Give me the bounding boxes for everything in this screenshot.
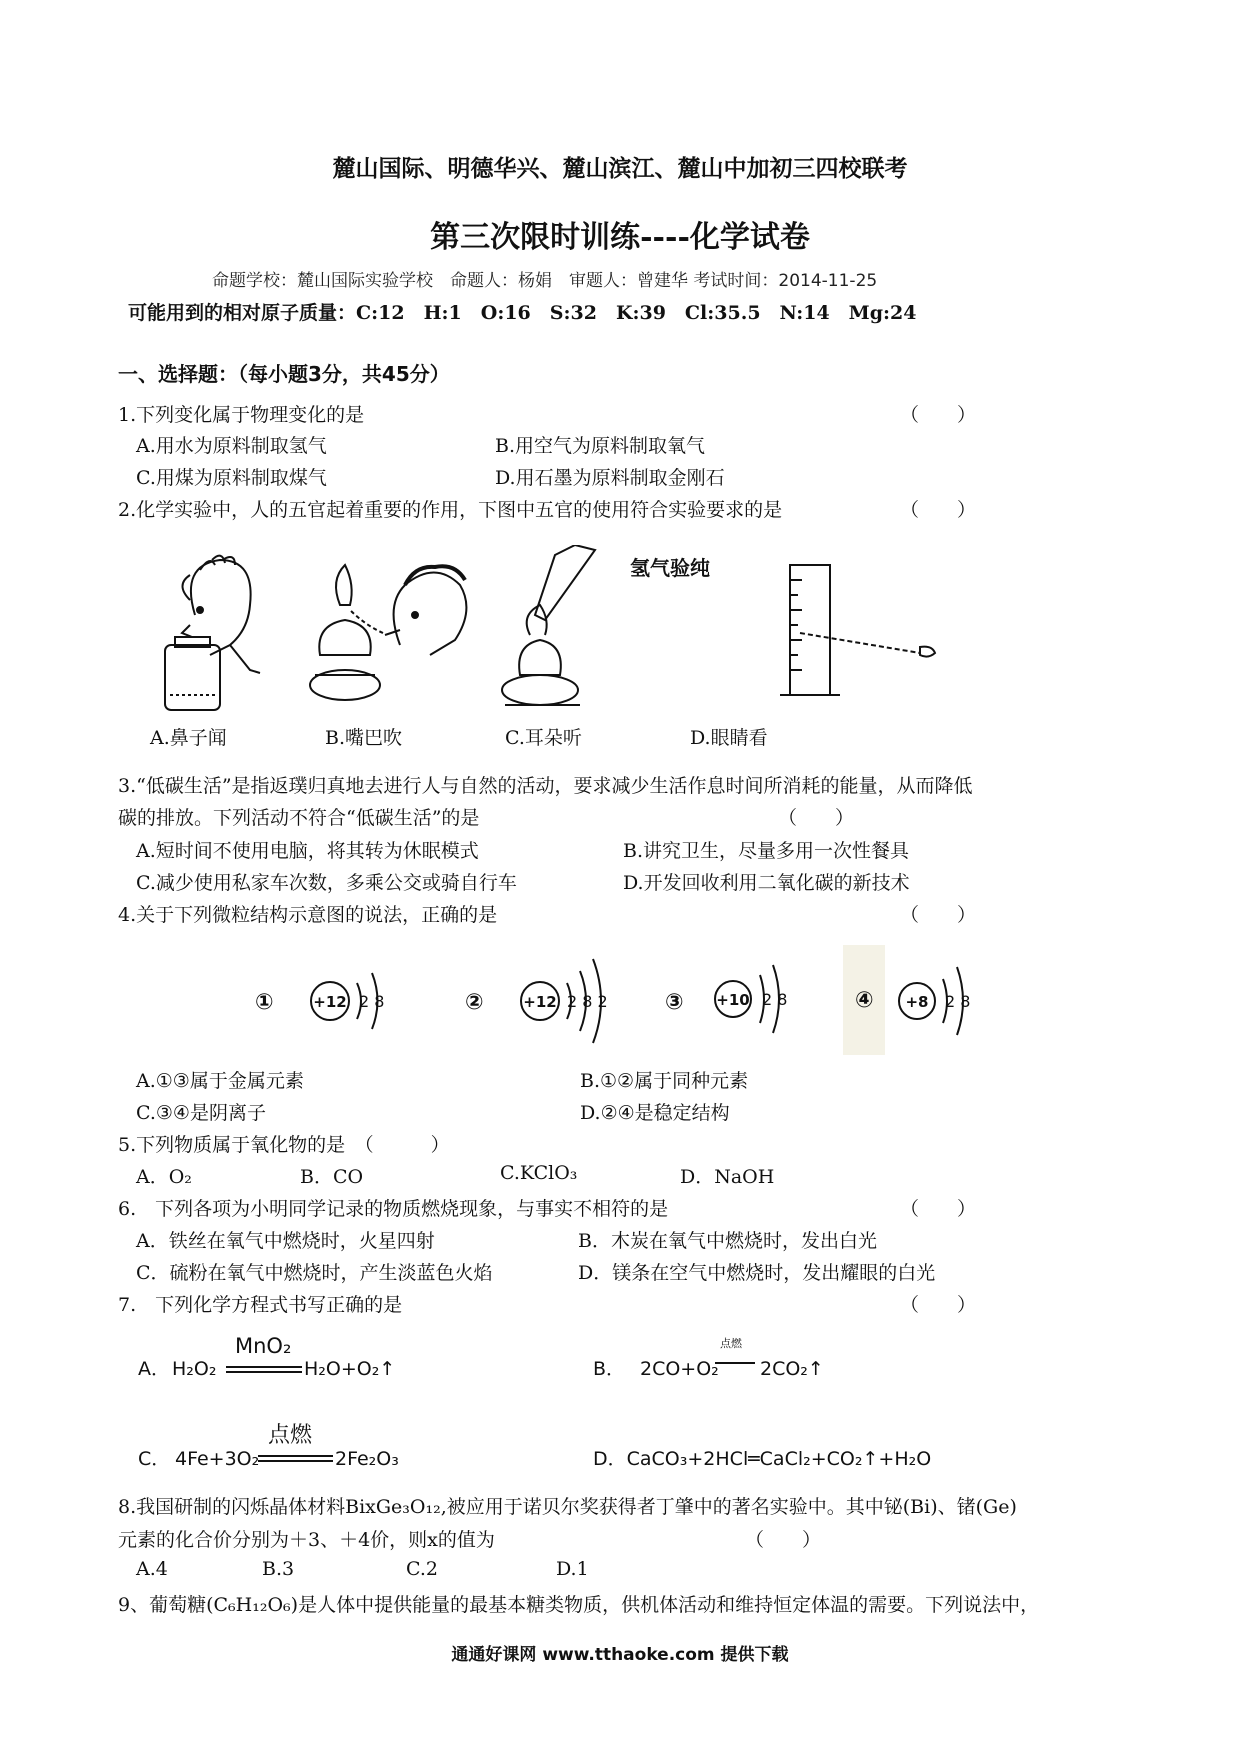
svg-text:MnO₂: MnO₂ <box>235 1334 292 1358</box>
svg-text:H₂O+O₂↑: H₂O+O₂↑ <box>304 1358 396 1380</box>
q3-stem-line1: 3.“低碳生活”是指返璞归真地去进行人与自然的活动，要求减少生活作息时间所消耗的能量，从而降低 <box>118 775 973 797</box>
svg-text:4Fe+3O₂: 4Fe+3O₂ <box>175 1448 260 1470</box>
svg-text:2Fe₂O₃: 2Fe₂O₃ <box>335 1448 399 1470</box>
particle-diagram-3 <box>665 965 787 1033</box>
q1-answer-paren: （ ） <box>900 404 977 426</box>
q8-option-b: B.3 <box>262 1558 295 1580</box>
q2-answer-paren: （ ） <box>900 499 977 521</box>
svg-text:点燃: 点燃 <box>268 1423 313 1448</box>
q6-option-a: A．铁丝在氧气中燃烧时，火星四射 <box>136 1230 435 1252</box>
q5-option-b: B．CO <box>300 1166 364 1188</box>
hydrogen-purity-test-illustration <box>502 545 595 705</box>
q5-option-d: D．NaOH <box>680 1166 775 1188</box>
svg-text:C．: C． <box>138 1448 171 1470</box>
q8-stem-line1: 8.我国研制的闪烁晶体材料BixGe₃O₁₂,被应用于诺贝尔奖获得者丁肇中的著名实验中。其中铋(Bi)、锗(Ge) <box>118 1496 1017 1518</box>
q3-option-c: C.减少使用私家车次数，多乘公交或骑自行车 <box>136 872 517 894</box>
exam-header-schools: 麓山国际、明德华兴、麓山滨江、麓山中加初三四校联考 <box>332 155 908 182</box>
q7-equations <box>130 1325 1030 1485</box>
q4-particle-diagrams <box>245 945 985 1060</box>
svg-text:H₂O₂: H₂O₂ <box>172 1358 217 1380</box>
svg-text:2 8 2: 2 8 2 <box>567 992 608 1011</box>
q3-option-b: B.讲究卫生，尽量多用一次性餐具 <box>623 840 910 862</box>
q1-option-d: D.用石墨为原料制取金刚石 <box>495 467 725 489</box>
q1-option-a: A.用水为原料制取氢气 <box>136 435 327 457</box>
q7-equation-a <box>138 1334 395 1380</box>
q1-option-b: B.用空气为原料制取氧气 <box>495 435 706 457</box>
svg-text:③: ③ <box>665 990 684 1015</box>
particle-diagram-1 <box>255 973 384 1029</box>
svg-text:+12: +12 <box>523 993 557 1011</box>
particle-diagram-4 <box>843 945 970 1055</box>
q5-stem: 5.下列物质属于氧化物的是 （ ） <box>118 1134 450 1156</box>
q2-option-b: B.嘴巴吹 <box>325 727 403 749</box>
svg-text:①: ① <box>255 990 274 1015</box>
q7-answer-paren: （ ） <box>900 1294 977 1316</box>
q6-stem: 6. 下列各项为小明同学记录的物质燃烧现象，与事实不相符的是 <box>118 1198 669 1220</box>
exam-title: 第三次限时训练----化学试卷 <box>430 220 810 255</box>
q2-figure <box>140 545 940 715</box>
svg-text:2 8: 2 8 <box>359 992 385 1011</box>
svg-text:2 8: 2 8 <box>762 990 788 1009</box>
q4-answer-paren: （ ） <box>900 904 977 926</box>
svg-text:2CO₂↑: 2CO₂↑ <box>760 1358 824 1380</box>
q1-stem: 1.下列变化属于物理变化的是 <box>118 404 365 426</box>
svg-text:②: ② <box>465 990 484 1015</box>
svg-text:+8: +8 <box>905 993 929 1011</box>
svg-text:A．: A． <box>138 1358 170 1380</box>
q3-option-d: D.开发回收利用二氧化碳的新技术 <box>623 872 910 894</box>
q4-option-a: A.①③属于金属元素 <box>136 1070 304 1092</box>
page-footer: 通通好课网 www.tthaoke.com 提供下载 <box>451 1645 789 1665</box>
section-heading: 一、选择题：（每小题3分，共45分） <box>118 362 450 386</box>
q7-equation-d: D．CaCO₃+2HCl═CaCl₂+CO₂↑+H₂O <box>593 1448 932 1470</box>
q2-option-c: C.耳朵听 <box>505 727 582 749</box>
q8-stem-line2: 元素的化合价分别为＋3、＋4价，则x的值为 <box>118 1529 495 1551</box>
q8-option-d: D.1 <box>556 1558 589 1580</box>
svg-text:2CO+O₂: 2CO+O₂ <box>640 1358 719 1380</box>
svg-text:点燃: 点燃 <box>720 1337 742 1350</box>
q8-answer-paren: （ ） <box>745 1529 822 1551</box>
q8-option-a: A.4 <box>136 1558 168 1580</box>
q4-option-c: C.③④是阴离子 <box>136 1102 266 1124</box>
q2-option-a: A.鼻子闻 <box>150 727 227 749</box>
q7-stem: 7. 下列化学方程式书写正确的是 <box>118 1294 403 1316</box>
q7-equation-b <box>593 1336 824 1380</box>
q6-option-c: C．硫粉在氧气中燃烧时，产生淡蓝色火焰 <box>136 1262 493 1284</box>
q4-option-d: D.②④是稳定结构 <box>580 1102 730 1124</box>
q1-option-c: C.用煤为原料制取煤气 <box>136 467 327 489</box>
q4-option-b: B.①②属于同种元素 <box>580 1070 749 1092</box>
face-smelling-jar-illustration <box>165 556 260 710</box>
q8-option-c: C.2 <box>406 1558 438 1580</box>
q9-stem: 9、葡萄糖(C₆H₁₂O₆)是人体中提供能量的最基本糖类物质，供机体活动和维持恒定体温的需要。下列说法中， <box>118 1594 1040 1616</box>
q7-equation-c <box>138 1423 399 1470</box>
q5-option-a: A．O₂ <box>136 1166 192 1188</box>
q6-option-b: B．木炭在氧气中燃烧时，发出白光 <box>578 1230 877 1252</box>
svg-text:④: ④ <box>855 988 874 1013</box>
svg-text:2 8: 2 8 <box>945 992 971 1011</box>
q6-option-d: D．镁条在空气中燃烧时，发出耀眼的白光 <box>578 1262 936 1284</box>
particle-diagram-2 <box>465 959 608 1043</box>
q3-option-a: A.短时间不使用电脑，将其转为休眠模式 <box>136 840 479 862</box>
q2-stem: 2.化学实验中，人的五官起着重要的作用，下图中五官的使用符合实验要求的是 <box>118 499 783 521</box>
svg-text:+10: +10 <box>716 991 750 1009</box>
graduated-cylinder-eye-illustration <box>780 565 935 695</box>
q4-stem: 4.关于下列微粒结构示意图的说法，正确的是 <box>118 904 498 926</box>
atomic-masses: 可能用到的相对原子质量：C:12 H:1 O:16 S:32 K:39 Cl:35.5 N:14 Mg:24 <box>128 302 917 324</box>
face-blowing-lamp-illustration <box>310 565 466 700</box>
q6-answer-paren: （ ） <box>900 1198 977 1220</box>
q3-stem-line2: 碳的排放。下列活动不符合“低碳生活”的是 <box>118 807 480 829</box>
q3-answer-paren: （ ） <box>778 807 855 829</box>
exam-meta: 命题学校：麓山国际实验学校 命题人：杨娟 审题人：曾建华 考试时间：2014-11-25 <box>212 271 878 291</box>
q2-option-d: D.眼睛看 <box>690 727 768 749</box>
svg-text:+12: +12 <box>313 993 347 1011</box>
svg-text:B．: B． <box>593 1358 626 1380</box>
q2-figure-label: 氢气验纯 <box>630 556 710 580</box>
q5-option-c: C.KClO₃ <box>500 1162 578 1184</box>
